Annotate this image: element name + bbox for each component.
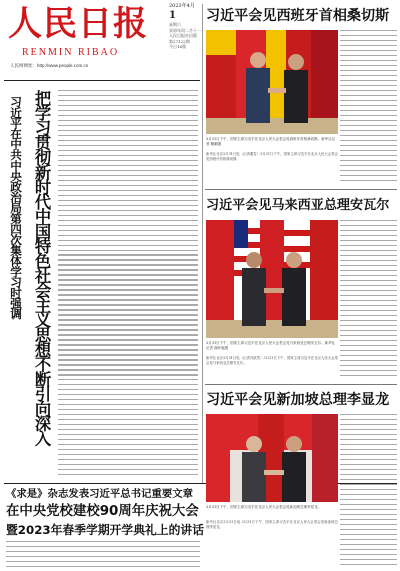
main-title: 把学习贯彻新时代中国特色社会主义思想不断引向深入 <box>32 90 51 445</box>
day-number: 1 <box>169 10 176 21</box>
issue-number: 第27122期 <box>169 38 190 44</box>
bottom-story-headline: 在中央党校建校90周年庆祝大会 <box>6 504 199 519</box>
story1-lead: 新华社北京3月31日电（记者董雪）3月31日下午，国家主席习近平在北京人民大会堂会见西班牙首相桑切斯。 <box>206 152 338 161</box>
bottom-story-kicker: 《求是》杂志发表习近平总书记重要文章 <box>6 488 194 500</box>
publisher: 人民日报社出版 <box>169 33 197 38</box>
divider-story1 <box>205 189 397 190</box>
masthead <box>4 3 200 85</box>
story3-headline: 习近平会见新加坡总理李显龙 <box>206 392 390 408</box>
story2-lead: 新华社北京3月31日电（记者冯歆然）3月31日下午，国家主席习近平在北京人民大会堂会见马来西亚总理安瓦尔。 <box>206 356 338 365</box>
story3-side-body <box>340 414 397 568</box>
masthead-rule <box>4 80 200 81</box>
divider-story2 <box>205 384 397 385</box>
story2-caption: 3月31日下午，国家主席习近平在北京人民大会堂会见马来西亚总理安瓦尔。新华社记者 谢环驰摄 <box>206 341 336 350</box>
story1-caption: 3月31日下午，国家主席习近平在北京人民大会堂会见西班牙首相桑切斯。新华社记者 鞠鹏摄 <box>206 137 336 146</box>
website-address: 人民网网址：http://www.people.com.cn <box>10 63 89 68</box>
story1-headline: 习近平会见西班牙首相桑切斯 <box>206 8 390 24</box>
bottom-rule <box>4 483 397 484</box>
year-month: 2023年4月 <box>169 3 195 9</box>
newspaper-logo: 人民日报 <box>8 4 148 44</box>
main-subtitle: 习近平在中共中央政治局第四次集体学习时强调 <box>9 96 23 319</box>
date-block <box>169 3 209 50</box>
column-divider <box>202 4 203 484</box>
lunar-date: 癸卯年闰二月十一 <box>169 27 201 33</box>
story3-lead: 新华社北京3月31日电 3月31日下午，国家主席习近平在北京人民大会堂会见新加坡总理李显龙。 <box>206 520 338 529</box>
story2-side-body <box>340 220 397 380</box>
weekday: 星期六 <box>169 22 181 27</box>
logo-pinyin: RENMIN RIBAO <box>22 47 120 58</box>
page-count: 今日16版 <box>169 44 187 49</box>
bottom-story-headline-2: 暨2023年春季学期开学典礼上的讲话 <box>6 523 204 537</box>
story2-headline: 习近平会见马来西亚总理安瓦尔 <box>206 198 390 213</box>
story3-caption: 3月31日下午，国家主席习近平在北京人民大会堂会见新加坡总理李显龙。 <box>206 505 322 509</box>
main-story-body <box>58 90 198 480</box>
story3-photo <box>206 414 338 502</box>
bottom-story-body <box>6 541 200 569</box>
story2-photo <box>206 220 338 338</box>
story1-photo <box>206 30 338 134</box>
story1-side-body <box>340 30 397 185</box>
